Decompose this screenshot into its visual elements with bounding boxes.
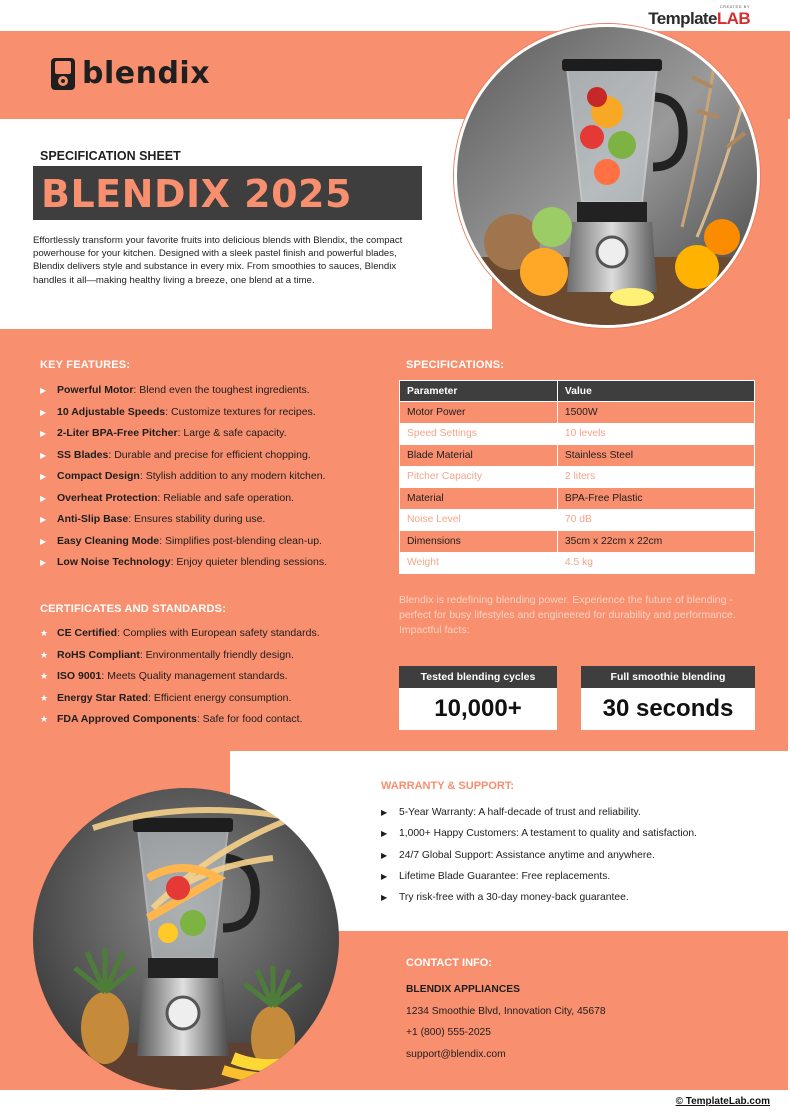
parameter-cell: Pitcher Capacity [400, 466, 558, 488]
feature-item: ▶ Powerful Motor: Blend even the toughest ingredients. [40, 380, 327, 402]
address-line: 1234 Smoothie Blvd, Innovation City, 45678 [406, 1005, 606, 1017]
parameter-cell: Speed Settings [400, 423, 558, 445]
blender-hero-image [454, 24, 760, 328]
table-row [400, 402, 755, 424]
parameter-cell: Noise Level [400, 509, 558, 531]
table-row [400, 445, 755, 467]
blender-logo-icon [50, 57, 76, 91]
warranty-list [381, 802, 697, 908]
column-header-value: Value [557, 381, 754, 402]
feature-item: ▶ Overheat Protection: Reliable and safe operation. [40, 488, 327, 510]
brand-name: blendix [82, 56, 211, 91]
company-name: BLENDIX APPLIANCES [406, 984, 521, 995]
parameter-cell: Motor Power [400, 402, 558, 424]
certificates-heading: CERTIFICATES AND STANDARDS: [40, 603, 227, 615]
value-cell: 35cm x 22cm x 22cm [557, 531, 754, 553]
key-features-list [40, 380, 327, 574]
feature-item: ▶ Low Noise Technology: Enjoy quieter blending sessions. [40, 552, 327, 574]
table-row [400, 552, 755, 574]
blender-splash-illustration [33, 788, 339, 1090]
warranty-item: ▶ Try risk-free with a 30-day money-back guarantee. [381, 887, 697, 908]
stat-card-blending-time [581, 666, 755, 730]
parameter-cell: Dimensions [400, 531, 558, 553]
blender-action-image [33, 788, 339, 1090]
warranty-item: ▶ 5-Year Warranty: A half-decade of trust and reliability. [381, 802, 697, 823]
value-cell: BPA-Free Plastic [557, 488, 754, 510]
feature-item: ▶ Easy Cleaning Mode: Simplifies post-blending clean-up. [40, 531, 327, 553]
title-box [33, 166, 422, 220]
value-cell: 70 dB [557, 509, 754, 531]
stat-card-cycles [399, 666, 557, 730]
templatelab-logo [648, 9, 750, 29]
value-cell: 2 liters [557, 466, 754, 488]
templatelab-logo-b: LAB [716, 9, 750, 28]
feature-item: ▶ Compact Design: Stylish addition to any modern kitchen. [40, 466, 327, 488]
table-row [400, 509, 755, 531]
certificate-item: ★ ISO 9001: Meets Quality management standards. [40, 666, 320, 688]
phone-number: +1 (800) 555-2025 [406, 1027, 492, 1038]
page-title: BLENDIX 2025 [41, 172, 352, 216]
contact-heading: CONTACT INFO: [406, 957, 492, 969]
table-row [400, 466, 755, 488]
intro-paragraph: Effortlessly transform your favorite fruits into delicious blends with Blendix, the compact powerhouse for your kitchen. Designed with a sleek pastel finish and powerful blades, Blendix delivers style and substance in every mix. From smoothies to sauces, Blendix handles it all—making healthy living a breeze, one blend at a time. [33, 235, 403, 286]
value-cell: Stainless Steel [557, 445, 754, 467]
parameter-cell: Blade Material [400, 445, 558, 467]
templatelab-footer-link[interactable]: © TemplateLab.com [675, 1096, 770, 1107]
parameter-cell: Weight [400, 552, 558, 574]
impact-blurb: Blendix is redefining blending power. Experience the future of blending - perfect for busy lifestyles and engineered for durability and performance. Impactful facts: [399, 594, 736, 636]
warranty-item: ▶ 24/7 Global Support: Assistance anytime and anywhere. [381, 845, 697, 866]
brand-logo [50, 56, 210, 91]
specifications-table [399, 380, 755, 574]
templatelab-badge [648, 4, 750, 29]
stat-label: Full smoothie blending [581, 666, 755, 688]
templatelab-logo-a: Template [648, 9, 717, 28]
certificate-item: ★ RoHS Compliant: Environmentally friendly design. [40, 645, 320, 667]
certificate-item: ★ CE Certified: Complies with European safety standards. [40, 623, 320, 645]
feature-item: ▶ SS Blades: Durable and precise for efficient chopping. [40, 445, 327, 467]
parameter-cell: Material [400, 488, 558, 510]
certificate-item: ★ Energy Star Rated: Efficient energy consumption. [40, 688, 320, 710]
table-row [400, 531, 755, 553]
stat-value: 30 seconds [581, 688, 755, 730]
specifications-heading: SPECIFICATIONS: [406, 359, 505, 371]
table-row [400, 488, 755, 510]
stat-value: 10,000+ [399, 688, 557, 730]
value-cell: 10 levels [557, 423, 754, 445]
stat-label: Tested blending cycles [399, 666, 557, 688]
feature-item: ▶ 10 Adjustable Speeds: Customize textures for recipes. [40, 402, 327, 424]
value-cell: 4.5 kg [557, 552, 754, 574]
blender-fruit-illustration [457, 27, 760, 328]
table-row [400, 423, 755, 445]
table-header-row [400, 381, 755, 402]
warranty-item: ▶ 1,000+ Happy Customers: A testament to quality and satisfaction. [381, 823, 697, 844]
warranty-item: ▶ Lifetime Blade Guarantee: Free replacements. [381, 866, 697, 887]
feature-item: ▶ Anti-Slip Base: Ensures stability during use. [40, 509, 327, 531]
contact-info [406, 957, 606, 1065]
certificate-item: ★ FDA Approved Components: Safe for food contact. [40, 709, 320, 731]
certificates-list [40, 623, 320, 731]
created-by-label: CREATED BY [719, 4, 750, 9]
value-cell: 1500W [557, 402, 754, 424]
email-address[interactable]: support@blendix.com [406, 1048, 506, 1060]
warranty-heading: WARRANTY & SUPPORT: [381, 780, 515, 792]
feature-item: ▶ 2-Liter BPA-Free Pitcher: Large & safe capacity. [40, 423, 327, 445]
key-features-heading: KEY FEATURES: [40, 359, 131, 371]
spec-sheet-label: SPECIFICATION SHEET [40, 149, 181, 163]
column-header-parameter: Parameter [400, 381, 558, 402]
